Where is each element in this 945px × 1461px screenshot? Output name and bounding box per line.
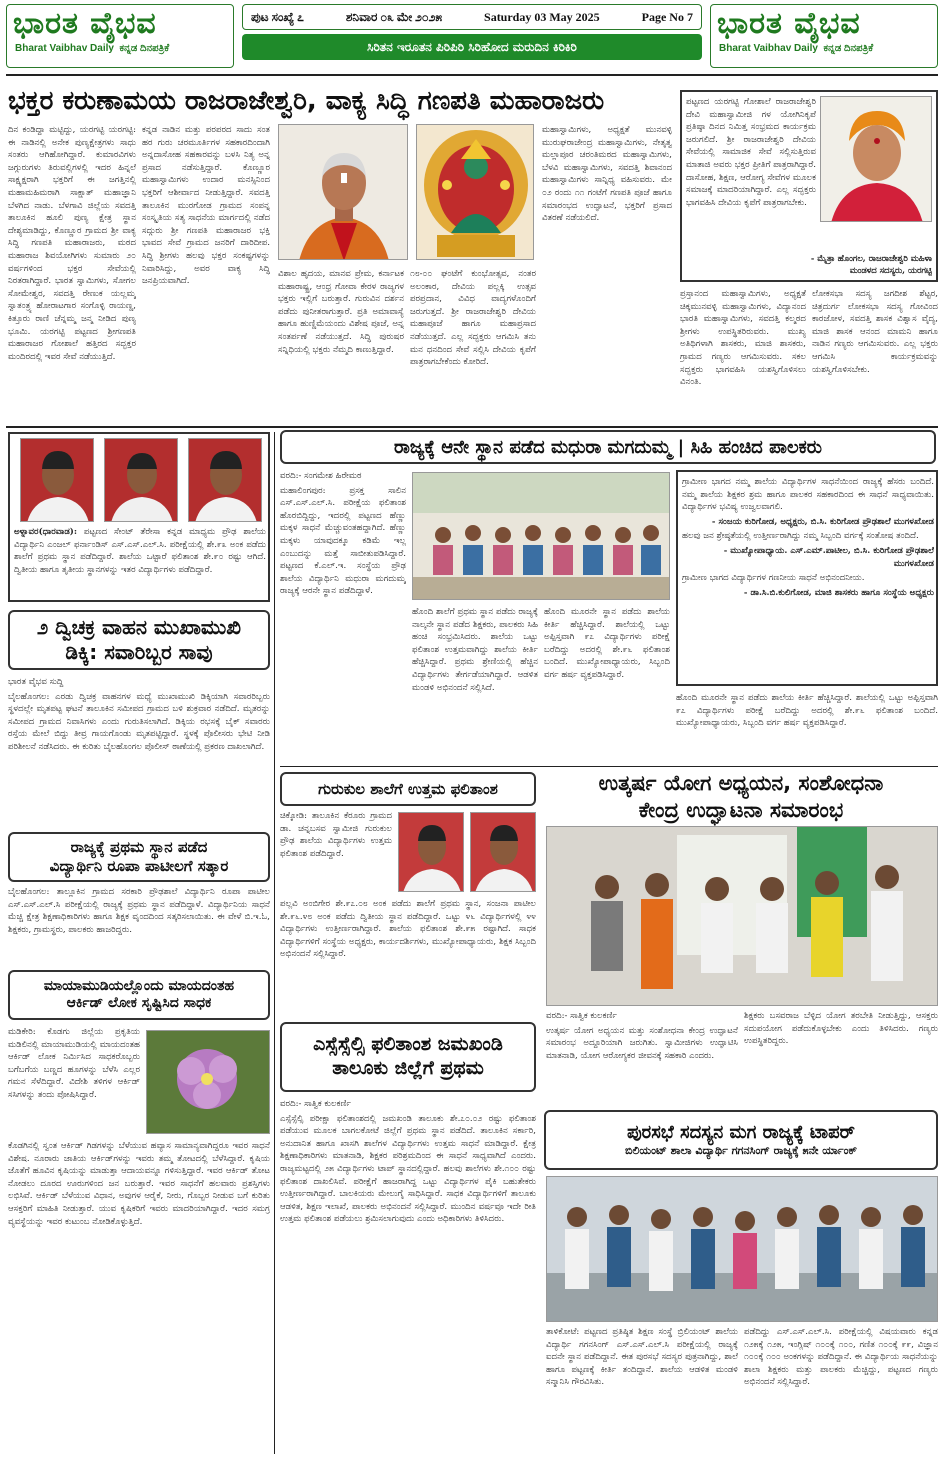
gurukula-headline: ಗುರುಕುಲ ಶಾಲೆಗೆ ಉತ್ತಮ ಫಲಿತಾಂಶ xyxy=(280,772,536,806)
sslc-headline-2: ತಾಲೂಕು ಜಿಲ್ಲೆಗೆ ಪ್ರಥಮ xyxy=(332,1057,484,1079)
main-col-3: ವಿಶಾಲ ಹೃದಯ, ಮಾನವ ಪ್ರೇಮ, ಕರ್ನಾಟಕ ಮಹಾರಾಷ್ಟ್ರ, ಆಂಧ್ರ ಗೋವಾ ಕೇರಳ ರಾಜ್ಯಗಳ ಭಕ್ತರು ಇಲ್ಲಿಗೆ ಬರುತ್ತಾರೆ. ಗುರುವಿನ ದರ್ಶನ ಪಡೆದು ಪುನೀತರಾಗುತ್ತಾರೆ. ಪ್ರತಿ ಅಮಾವಾಸ್ಯೆ ಹಾಗೂ ಹುಣ್ಣಿಮೆಯಂದು ವಿಶೇಷ ಪೂಜೆ, ಅನ್ನ ಸಂತರ್ಪಣೆ ನಡೆಯುತ್ತದೆ. ಸಿದ್ಧಿ ಪುರುಷರ ಸನ್ನಿಧಿಯಲ್ಲಿ ಭಕ್ತರು ನೆಮ್ಮದಿ ಕಾಣುತ್ತಿದ್ದಾರೆ. xyxy=(278,269,404,355)
masthead-right xyxy=(710,4,938,68)
gurukula-photo-1 xyxy=(398,812,464,892)
sslc-headline-1: ಎಸ್ಸೆಸ್ಸೆಲ್ಸಿ ಫಲಿತಾಂಶ ಜಮಖಂಡಿ xyxy=(313,1033,503,1056)
quote-text-3: ಗ್ರಾಮೀಣ ಭಾಗದ ವಿದ್ಯಾರ್ಥಿಗಳ ಗಣನೀಯ ಸಾಧನೆ ಅಭಿನಂದನೀಯ. xyxy=(682,573,865,584)
main-col-4: ೧೮-೦೦ ಘಂಟೆಗೆ ಕುಂಭೋತ್ಸವ, ನಂತರ ಅಲಂಕಾರ, ದೇವಿಯ ಪಲ್ಲಕ್ಕಿ ಉತ್ಸವ ಪರಪ್ರದಾನ, ವಿವಿಧ ವಾದ್ಯಗಳೊಂದಿಗೆ ಜರುಗುತ್ತದೆ. ಶ್ರೀ ರಾಜರಾಜೇಶ್ವರಿ ದೇವಿಯ ಮಹಾಪೂಜೆ ಹಾಗೂ ಮಹಾಪ್ರಸಾದ ನಡೆಯುತ್ತದೆ. ಎಲ್ಲ ಸದ್ಭಕ್ತರು ಆಗಮಿಸಿ ತನು ಮನ ಧನದಿಂದ ಸೇವೆ ಸಲ್ಲಿಸಿ ದೇವಿಯ ಕೃಪೆಗೆ ಪಾತ್ರರಾಗಬೇಕೆಂದು ಕೋರಿದೆ. xyxy=(410,269,536,368)
masthead-title-right: ಭಾರತ ವೈಭವ xyxy=(717,6,861,41)
issue-info-bar xyxy=(242,4,702,30)
quote-signature-2: - ಮುಖ್ಯೋಪಾಧ್ಯಾಯ. ಎಸ್.ಎಮ್.ಪಾಟೀಲ, ಬಿ.ಸಿ. ಕುರಿಗೋಡ ಪ್ರೌಢಶಾಲೆ ಮುಗಳಖೋಡ xyxy=(723,545,934,569)
madhura-col-4: ಹೊಂದಿ ಮೂರನೇ ಸ್ಥಾನ ಪಡೆದು ಶಾಲೆಯ ಕೀರ್ತಿ ಹೆಚ್ಚಿಸಿದ್ದಾರೆ. ಶಾಲೆಯಲ್ಲಿ ಒಟ್ಟು ಅಪ್ಪಿಸ್ತವಾಗಿ ೯೭ ವಿದ್ಯಾರ್ಥಿಗಳು ಪರೀಕ್ಷೆ ಬರೆದಿದ್ದು ಅದರಲ್ಲಿ ಶೇ.೯೬ ಫಲಿತಾಂಶ ಬಂದಿದೆ. ಮುಖ್ಯೋಪಾಧ್ಯಾಯರು, ಸಿಬ್ಬಂದಿ ವರ್ಗ ಹರ್ಷ ವ್ಯಕ್ತಪಡಿಸಿದ್ದಾರೆ. xyxy=(676,693,938,729)
quote-box xyxy=(676,470,938,686)
yoga-headline-2: ಕೇಂದ್ರ ಉದ್ಘಾಟನಾ ಸಮಾರಂಭ xyxy=(638,798,844,823)
students-caption-lead: ಅಳ್ನಾವರ(ಧಾರವಾಡ): xyxy=(14,527,78,537)
main-col-5: ಮಹಾಸ್ವಾಮಿಗಳು, ಅಧ್ಯಕ್ಷತೆ ಮುನವಳ್ಳಿ ಮುರುಘರಾಜೇಂದ್ರ ಮಹಾಸ್ವಾಮಿಗಳು, ನೇತೃತ್ವ ಮಲ್ಲಾಪೂರ ಚರಂತಿಮಠದ ಮಹಾಸ್ವಾಮಿಗಳು, ಬೆಳವಿ ಮಹಾಸ್ವಾಮಿಗಳು, ಸವದತ್ತಿ ಶಿವಾನಂದ ಮಹಾಸ್ವಾಮಿಗಳು ಸಾನ್ನಿಧ್ಯ ವಹಿಸುವರು. ಮೇ ೦೨ ರಂದು ೧೧ ಗಂಟೆಗೆ ಗಣಪತಿ ಪೂಜೆ ಹಾಗೂ ಸಮಾರಂಭದ ಉದ್ಘಾಟನೆ, ಭಕ್ತರಿಗೆ ಪ್ರಸಾದ ವಿತರಣೆ ನಡೆಯಲಿದೆ. xyxy=(542,125,672,224)
issue-number: ಪುಟ ಸಂಖ್ಯೆ ೭ xyxy=(251,9,304,24)
main-col-6: ಪ್ರಸ್ತಾನಂದ ಮಹಾಸ್ವಾಮಿಗಳು, ಅಧ್ಯಕ್ಷತೆ ಚಿಕ್ಕಮುನವಳ್ಳಿ ಮಹಾಸ್ವಾಮಿಗಳು, ವಿದ್ಯಾನಂದ ಭಾರತಿ ಮಹಾಸ್ವಾಮಿಗಳು, ಸವದತ್ತಿ ಕಲ್ಮಠದ ಶ್ರೀಗಳು ಉಪಸ್ಥಿತರಿರುವರು. ಮುಖ್ಯ ಅತಿಥಿಗಳಾಗಿ ಶಾಸಕರು, ಮಾಜಿ ಶಾಸಕರು, ಗ್ರಾಮದ ಗಣ್ಯರು ಆಗಮಿಸುವರು. ಸಕಲ ಸದ್ಭಕ್ತರು ಭಾಗವಹಿಸಿ ಯಶಸ್ವಿಗೊಳಿಸಲು ವಿನಂತಿ. xyxy=(680,289,806,388)
yoga-col-2: ಶಿಕ್ಷಕರು ಬಸವರಾಜ ಬೆಳ್ಳಿದ ಯೋಗ ತರಬೇತಿ ನೀಡುತ್ತಿದ್ದು, ಆಸಕ್ತರು ಸದುಪಯೋಗ ಪಡೆದುಕೊಳ್ಳಬೇಕು ಎಂದು ತಿಳಿಸಿದರು. ಗಣ್ಯರು ಉಪಸ್ಥಿತರಿದ್ದರು. xyxy=(744,1011,938,1047)
madhura-group-photo xyxy=(412,472,670,600)
column-divider xyxy=(274,432,275,1454)
quote-signature-1: - ಸಂಜಯ ಕುರಿಗೋಡ, ಅಧ್ಯಕ್ಷರು, ಬಿ.ಸಿ. ಕುರಿಗೋಡ ಪ್ರೌಢಶಾಲೆ ಮುಗಳಖೋಡ xyxy=(711,516,934,527)
madhura-col-2: ಹೊಂದಿ ಶಾಲೆಗೆ ಪ್ರಥಮ ಸ್ಥಾನ ಪಡೆದು ರಾಜ್ಯಕ್ಕೆ ನಾಲ್ಕನೇ ಸ್ಥಾನ ಪಡೆದ ಶಿಕ್ಷಕರು, ಪಾಲಕರು ಸಿಹಿ ಹಂಚಿ ಸಂಭ್ರಮಿಸಿದರು. ಶಾಲೆಯ ಒಟ್ಟು ಫಲಿತಾಂಶ ಉತ್ತಮವಾಗಿದ್ದು ಶಾಲೆಯ ಕೀರ್ತಿ ಹೆಚ್ಚಿಸಿದ್ದಾರೆ. ಪ್ರಥಮ ಶ್ರೇಣಿಯಲ್ಲಿ ಹೆಚ್ಚಿನ ವಿದ್ಯಾರ್ಥಿಗಳು ತೇರ್ಗಡೆಯಾಗಿದ್ದಾರೆ. ಆಡಳಿತ ಮಂಡಳಿ ಅಭಿನಂದನೆ ಸಲ್ಲಿಸಿದೆ. xyxy=(412,607,538,693)
side-box-text: ಪಟ್ಟಣದ ಯರಗಟ್ಟಿ ಗೋಶಾಲೆ ರಾಜರಾಜೇಶ್ವರಿ ದೇವಿ ಮಹಾಸ್ವಾಮೀಜಿ ಗಳ ಯೋಗಿನಿಕೃಪೆ ಪ್ರತಿಷ್ಠಾ ದಿನದ ನಿಮಿತ್ತ ಸಂಭ್ರಮದ ಕಾರ್ಯಕ್ರಮ ಜರುಗಲಿದೆ. ಶ್ರೀ ರಾಜರಾಜೇಶ್ವರಿ ದೇವಿಯ ಸೇವೆಯಲ್ಲಿ ಸಾಮಾಜಿಕ ಸೇವೆ ಸಲ್ಲಿಸುತ್ತಿರುವ ಮಾತಾಜಿ ಅವರು ಭಕ್ತರ ಪ್ರೀತಿಗೆ ಪಾತ್ರರಾಗಿದ್ದಾರೆ. ದಾಸೋಹ, ಶಿಕ್ಷಣ, ಆರೋಗ್ಯ ಸೇವೆಗಳ ಮೂಲಕ ಸಮಾಜಕ್ಕೆ ಮಾದರಿಯಾಗಿದ್ದಾರೆ. ಎಲ್ಲ ಸದ್ಭಕ್ತರು ಭಾಗವಹಿಸಿ ದೇವಿಯ ಕೃಪೆಗೆ ಪಾತ್ರರಾಗಬೇಕು. xyxy=(686,97,816,208)
section-divider-2 xyxy=(280,766,938,767)
student-photo-2 xyxy=(104,438,178,522)
quote-text-1: ಗ್ರಾಮೀಣ ಭಾಗದ ನಮ್ಮ ಶಾಲೆಯ ವಿದ್ಯಾರ್ಥಿಗಳ ಸಾಧನೆಯಿಂದ ರಾಜ್ಯಕ್ಕೆ ಹೆಸರು ಬಂದಿದೆ. ನಮ್ಮ ಶಾಲೆಯ ಶಿಕ್ಷಕರ ಶ್ರಮ ಹಾಗೂ ಪಾಲಕರ ಸಹಕಾರದಿಂದ ಈ ಸಾಧನೆ ಸಾಧ್ಯವಾಯಿತು. ವಿದ್ಯಾರ್ಥಿಗಳ ಭವಿಷ್ಯ ಉಜ್ವಲವಾಗಲಿ. xyxy=(682,477,934,513)
masthead-title: ಭಾರತ ವೈಭವ xyxy=(13,6,157,41)
quote-signature-3: - ಡಾ.ಸಿ.ಬಿ.ಕುಲಿಗೋಡ, ಮಾಜಿ ಶಾಸಕರು ಹಾಗೂ ಸಂಸ್ಥೆಯ ಅಧ್ಯಕ್ಷರು xyxy=(743,587,934,598)
issue-date-en: Saturday 03 May 2025 xyxy=(484,9,600,24)
accident-headline-box xyxy=(8,610,270,670)
guru-photo xyxy=(278,124,408,260)
quote-text-2: ಹಲವು ಜನ ಶ್ರೇಷ್ಠತೆಯಲ್ಲಿ ಉತ್ತೀರ್ಣರಾಗಿದ್ದು ನಮ್ಮ ಸಿಬ್ಬಂದಿ ವರ್ಗಕ್ಕೆ ಸಂತೋಷ ತಂದಿದೆ. xyxy=(682,531,919,542)
main-headline: ಭಕ್ತರ ಕರುಣಾಮಯ ರಾಜರಾಜೇಶ್ವರಿ, ವಾಕ್ಯ ಸಿದ್ಧಿ ಗಣಪತಿ ಮಹಾರಾಜರು xyxy=(8,86,605,116)
students-box xyxy=(8,432,270,602)
student-photo-1 xyxy=(20,438,94,522)
accident-credit: ಭಾರತ ವೈಭವ ಸುದ್ದಿ xyxy=(8,677,64,687)
issue-date-kn: ಶನಿವಾರ ೦೩ ಮೇ ೨೦೨೫ xyxy=(345,9,443,24)
rupa-headline-1: ರಾಜ್ಯಕ್ಕೆ ಪ್ರಥಮ ಸ್ಥಾನ ಪಡೆದ xyxy=(70,838,208,857)
yoga-event-photo xyxy=(546,826,938,1006)
orchid-headline-2: ಆರ್ಕಿಡ್ ಲೋಕ ಸೃಷ್ಟಿಸಿದ ಸಾಧಕ xyxy=(66,995,212,1011)
gurukula-photo-2 xyxy=(470,812,536,892)
orchid-headline-box xyxy=(8,970,270,1020)
yoga-col-1: ಉತ್ಕರ್ಷ ಯೋಗ ಅಧ್ಯಯನ ಮತ್ತು ಸಂಶೋಧನಾ ಕೇಂದ್ರ ಉದ್ಘಾಟನೆ ಸಮಾರಂಭ ಅದ್ದೂರಿಯಾಗಿ ಜರುಗಿತು. ಸ್ವಾಮೀಜಿಗಳು ಉದ್ಘಾಟಿಸಿ ಮಾತನಾಡಿ, ಯೋಗ ಆರೋಗ್ಯಕರ ಜೀವನಕ್ಕೆ ಸಹಕಾರಿ ಎಂದರು. xyxy=(546,1025,738,1061)
rupa-body: ಬೈಲಹೊಂಗಲ: ತಾಲ್ಲೂಕಿನ ಗ್ರಾಮದ ಸರಕಾರಿ ಪ್ರೌಢಶಾಲೆ ವಿದ್ಯಾರ್ಥಿನಿ ರೂಪಾ ಪಾಟೀಲ ಎಸ್.ಎಸ್.ಎಲ್.ಸಿ ಪರೀಕ್ಷೆಯಲ್ಲಿ ರಾಜ್ಯಕ್ಕೆ ಪ್ರಥಮ ಸ್ಥಾನ ಪಡೆದಿದ್ದಾಳೆ. ವಿದ್ಯಾರ್ಥಿನಿಯ ಸಾಧನೆ ಮೆಚ್ಚಿ ಕ್ಷೇತ್ರ ಶಿಕ್ಷಣಾಧಿಕಾರಿಗಳು ಹಾಗೂ ಶಿಕ್ಷಕ ವೃಂದದಿಂದ ಸತ್ಕರಿಸಲಾಯಿತು. ಈ ವೇಳೆ ಬಿ.ಇ.ಓ, ಶಿಕ್ಷಕರು, ಗ್ರಾಮಸ್ಥರು, ಪಾಲಕರು ಹಾಜರಿದ್ದರು. xyxy=(8,887,270,935)
rupa-headline-box xyxy=(8,832,270,882)
masthead-subtitle-kn: ಕನ್ನಡ ದಿನಪತ್ರಿಕೆ xyxy=(119,43,170,54)
yoga-credit: ವರದಿ:- ಸಾತ್ವಿಕ ಕುಲಕರ್ಣಿ xyxy=(546,1011,618,1021)
gurukula-body-top: ಚಿಕ್ಕೋಡಿ: ತಾಲೂಕಿನ ಕೆರೂರು ಗ್ರಾಮದ ಡಾ. ಚನ್ನಬಸವ ಸ್ವಾಮೀಜಿ ಗುರುಕುಲ ಪ್ರೌಢ ಶಾಲೆಯ ವಿದ್ಯಾರ್ಥಿಗಳು ಉತ್ತಮ ಫಲಿತಾಂಶ ಪಡೆದಿದ್ದಾರೆ. xyxy=(280,811,392,859)
topper-headline: ಪುರಸಭೆ ಸದಸ್ಯನ ಮಗ ರಾಜ್ಯಕ್ಕೆ ಟಾಪರ್ xyxy=(627,1121,855,1143)
main-col-7: ಲೋಕಸಭಾ ಸದಸ್ಯ ಜಗದೀಶ ಶೆಟ್ಟರ, ಚಿತ್ರದುರ್ಗ ಲೋಕಸಭಾ ಸದಸ್ಯ ಗೋವಿಂದ ಕಾರಜೋಳ, ಸವದತ್ತಿ ಶಾಸಕ ವಿಶ್ವಾಸ ವೈದ್ಯ, ಮಾಜಿ ಶಾಸಕ ಆನಂದ ಮಾಮನಿ ಹಾಗೂ ನಾಡಿನ ಗಣ್ಯರು ಆಗಮಿಸುವರು. ಎಲ್ಲ ಭಕ್ತರು ಆಗಮಿಸಿ ಕಾರ್ಯಕ್ರಮವನ್ನು ಯಶಸ್ವಿಗೊಳಿಸಬೇಕು. xyxy=(812,289,938,375)
masthead-subtitle: Bharat Vaibhav Daily xyxy=(15,43,114,54)
masthead-divider xyxy=(6,74,938,76)
orchid-headline-1: ಮಾಯಾಮುಡಿಯಲ್ಲೊಂದು ಮಾಯದಂತಹ xyxy=(43,977,235,994)
student-photo-3 xyxy=(188,438,262,522)
masthead-subtitle-right: Bharat Vaibhav Daily xyxy=(719,43,818,54)
madhura-col-3: ಹೊಂದಿ ಮೂರನೇ ಸ್ಥಾನ ಪಡೆದು ಶಾಲೆಯ ಕೀರ್ತಿ ಹೆಚ್ಚಿಸಿದ್ದಾರೆ. ಶಾಲೆಯಲ್ಲಿ ಒಟ್ಟು ಅಪ್ಪಿಸ್ತವಾಗಿ ೯೭ ವಿದ್ಯಾರ್ಥಿಗಳು ಪರೀಕ್ಷೆ ಬರೆದಿದ್ದು ಅದರಲ್ಲಿ ಶೇ.೯೬ ಫಲಿತಾಂಶ ಬಂದಿದೆ. ಮುಖ್ಯೋಪಾಧ್ಯಾಯರು, ಸಿಬ್ಬಂದಿ ವರ್ಗ ಹರ್ಷ ವ್ಯಕ್ತಪಡಿಸಿದ್ದಾರೆ. xyxy=(544,607,670,680)
side-box-credit-org: ಮಂಡಳದ ಸದಸ್ಯರು, ಯರಗಟ್ಟಿ xyxy=(849,265,932,275)
madhura-headline: ರಾಜ್ಯಕ್ಕೆ ಆನೇ ಸ್ಥಾನ ಪಡೆದ ಮಧುರಾ ಮಗದುಮ್ಮ | ಸಿಹಿ ಹಂಚಿದ ಪಾಲಕರು xyxy=(280,430,936,464)
orchid-body-top: ಮಡಿಕೇರಿ: ಕೊಡಗು ಜಿಲ್ಲೆಯ ಪ್ರಕೃತಿಯ ಮಡಿಲಿನಲ್ಲಿ ಮಾಯಾಮುಡಿಯಲ್ಲಿ ಮಾಯದಂತಹ ಆರ್ಕಿಡ್ ಲೋಕ ನಿರ್ಮಿಸಿದ ಸಾಧಕರೊಬ್ಬರು ಬಗೆಬಗೆಯ ಬಣ್ಣದ ಹೂಗಳನ್ನು ಬೆಳೆಸಿ ಎಲ್ಲರ ಗಮನ ಸೆಳೆದಿದ್ದಾರೆ. ವಿದೇಶಿ ತಳಿಗಳ ಆರ್ಕಿಡ್ ಸಸಿಗಳನ್ನು ತಂದು ಪೋಷಿಸಿದ್ದಾರೆ. xyxy=(8,1027,140,1100)
students-caption: ಪಟ್ಟಣದ ಸೇಂಟ್ ತೆರೇಸಾ ಕನ್ನಡ ಮಾಧ್ಯಮ ಪ್ರೌಢ ಶಾಲೆಯ ವಿದ್ಯಾರ್ಥಿನಿ ಎಂಜಲ್ ಫರ್ನಾಂಡಿಸ್ ಎಸ್.ಎಸ್.ಎಲ್.ಸಿ. ಪರೀಕ್ಷೆಯಲ್ಲಿ ಶೇ.೯೩ ಅಂಕ ಪಡೆದು ಶಾಲೆಗೆ ಪ್ರಥಮ ಸ್ಥಾನ ಪಡೆದಿದ್ದಾರೆ. ಶಾಲೆಯ ಒಟ್ಟಾರೆ ಫಲಿತಾಂಶ ಶೇ.೯೦ ರಷ್ಟು ಆಗಿದೆ. ದ್ವಿತೀಯ ಹಾಗೂ ತೃತೀಯ ಸ್ಥಾನಗಳನ್ನು ಇತರ ವಿದ್ಯಾರ್ಥಿಗಳು ಪಡೆದಿದ್ದಾರೆ. xyxy=(14,527,266,575)
yoga-headline xyxy=(544,770,938,825)
gurukula-body: ಪಲ್ಲವಿ ಅಂಬಿಗೇರ ಶೇ.೯೭.೦೮ ಅಂಕ ಪಡೆದು ಶಾಲೆಗೆ ಪ್ರಥಮ ಸ್ಥಾನ, ಸಂಜನಾ ಪಾಟೀಲ ಶೇ.೯೬.೪೮ ಅಂಕ ಪಡೆದು ದ್ವಿತೀಯ ಸ್ಥಾನ ಪಡೆದಿದ್ದಾರೆ. ಒಟ್ಟು ೪೬ ವಿದ್ಯಾರ್ಥಿಗಳಲ್ಲಿ ೪೪ ವಿದ್ಯಾರ್ಥಿಗಳು ಉತ್ತೀರ್ಣರಾಗಿದ್ದಾರೆ. ಶಾಲೆಯ ಫಲಿತಾಂಶ ಶೇ.೯೫ ರಷ್ಟಾಗಿದೆ. ಸಾಧಕ ವಿದ್ಯಾರ್ಥಿಗಳಿಗೆ ಸಂಸ್ಥೆಯ ಅಧ್ಯಕ್ಷರು, ಕಾರ್ಯದರ್ಶಿಗಳು, ಮುಖ್ಯೋಪಾಧ್ಯಾಯರು, ಶಿಕ್ಷಕ ಸಿಬ್ಬಂದಿ ಅಭಿನಂದನೆ ಸಲ್ಲಿಸಿದ್ದಾರೆ. xyxy=(280,899,536,960)
orchid-body: ಕೊಡಗಿನಲ್ಲಿ ಸ್ವಂತ ಆರ್ಕಿಡ್ ಗಿಡಗಳನ್ನು ಬೆಳೆಯುವ ಹವ್ಯಾಸ ಸಾಮಾನ್ಯವಾಗಿದ್ದರೂ ಇವರ ಸಾಧನೆ ವಿಶೇಷ. ನೂರಾರು ಜಾತಿಯ ಆರ್ಕಿಡ್‌ಗಳನ್ನು ಇವರು ತಮ್ಮ ತೋಟದಲ್ಲಿ ಬೆಳೆಸಿದ್ದಾರೆ. ಕೃಷಿಯ ಜೊತೆಗೆ ಹೂವಿನ ಕೃಷಿಯನ್ನು ಮಾಡುತ್ತಾ ಆದಾಯವನ್ನೂ ಗಳಿಸುತ್ತಿದ್ದಾರೆ. ಇವರ ಆರ್ಕಿಡ್ ತೋಟ ನೋಡಲು ದೂರದ ಊರುಗಳಿಂದ ಜನ ಬರುತ್ತಾರೆ. ಇವರ ಸಾಧನೆಗೆ ಹಲವಾರು ಪ್ರಶಸ್ತಿಗಳು ಲಭಿಸಿವೆ. ಆರ್ಕಿಡ್ ಬೆಳೆಯುವ ವಿಧಾನ, ಅವುಗಳ ಆರೈಕೆ, ನೀರು, ಗೊಬ್ಬರ ನೀಡುವ ಬಗೆ ಕುರಿತು ಆಸಕ್ತರಿಗೆ ಮಾಹಿತಿ ನೀಡುತ್ತಾರೆ. ಯುವ ಕೃಷಿಕರಿಗೆ ಇವರು ಮಾದರಿಯಾಗಿದ್ದಾರೆ. ಇದರ ಸಮಗ್ರ ವ್ಯವಸ್ಥೆಯನ್ನು ಇವರ ಕುಟುಂಬ ನೋಡಿಕೊಳ್ಳುತ್ತಿದೆ. xyxy=(8,1141,270,1227)
masthead-subtitle-kn-right: ಕನ್ನಡ ದಿನಪತ್ರಿಕೆ xyxy=(823,43,874,54)
sslc-headline-box xyxy=(280,1022,536,1092)
goddess-photo xyxy=(416,124,534,260)
topper-headline-box xyxy=(544,1110,938,1170)
topper-col-1: ತಾಳಿಕೋಟೆ: ಪಟ್ಟಣದ ಪ್ರತಿಷ್ಠಿತ ಶಿಕ್ಷಣ ಸಂಸ್ಥೆ ಬ್ರಿಲಿಯಂಟ್ ಶಾಲೆಯ ವಿದ್ಯಾರ್ಥಿ ಗಗನಸಿಂಗ್ ಎಸ್.ಎಸ್.ಎಲ್.ಸಿ ಪರೀಕ್ಷೆಯಲ್ಲಿ ರಾಜ್ಯಕ್ಕೆ ಐದನೇ ಸ್ಥಾನ ಪಡೆದಿದ್ದಾನೆ. ಈತ ಪುರಸಭೆ ಸದಸ್ಯರ ಪುತ್ರನಾಗಿದ್ದು, ಶಾಲೆ ಹಾಗೂ ಪಟ್ಟಣಕ್ಕೆ ಕೀರ್ತಿ ತಂದಿದ್ದಾನೆ. ಶಾಲೆಯ ಆಡಳಿತ ಮಂಡಳಿ ಸನ್ಮಾನಿಸಿ ಗೌರವಿಸಿತು. xyxy=(546,1327,738,1388)
topper-subhead: ಬಿಲಿಯಂಟ್ ಶಾಲಾ ವಿದ್ಯಾರ್ಥಿ ಗಗನಸಿಂಗ್ ರಾಜ್ಯಕ್ಕೆ ೫ನೇ ರ್ಯಾಂಕ್ xyxy=(624,1144,858,1158)
main-col-1: ದಿನ ಕಂಡಿದ್ದಾ ಮಟ್ಟಿದ್ದು, ಯರಗಟ್ಟಿ ಯರಗಟ್ಟಿ: ಈ ನಾಡಿನಲ್ಲಿ ಅನೇಕ ಪುಣ್ಯಕ್ಷೇತ್ರಗಳು ಸಾಧು ಸಂತರು ಆಗಿಹೋಗಿದ್ದಾರೆ. ಕುಮಾರವಿಗಳು ಜಗ್ಗುರುಗಳು ತಿರುವಲ್ಲಿಗಳಲ್ಲಿ ಇದರ ಹಿನ್ನಲೆ ಸಾಕ್ಷ್ಯಕ್ಷರಾಗಿ ಭಕ್ತರಿಗೆ ಈ ಜಗತ್ತಿನಲ್ಲಿ ಮಹಾಮಹಿಮರಾಗಿ ಸಾಕ್ಷಾತ್ ಮಹಾಜ್ಞಾನಿ ಬೆಳಗಿದ ನಾಡು. ಬೆಳಗಾವಿ ಜಿಲ್ಲೆಯ ಸವದತ್ತಿ ತಾಲೂಕಿನ ಹೂಲಿ ಪುಣ್ಯ ಕ್ಷೇತ್ರ ಸ್ಥಾನ ದೇಶ್ಯಮಾಡಿದ್ದು, ಕೊಣ್ಣೂರ ಗ್ರಾಮದ ಶ್ರೀ ವಾಕ್ಯ ಸಿದ್ಧಿ ಗಣಪತಿ ಮಹಾರಾಜರು, ಮಠದ ಮಹಾರಾಜ ಶಿವಯೋಗಿಗಳು ಸುಮಾರು ೨೦ ವರ್ಷಗಳಿಂದ ಭಕ್ತರ ಸೇವೆಯಲ್ಲಿ ನಿರತರಾಗಿದ್ದಾರೆ. ಭಾರತ ಸ್ವಾಮಿಗಳು, ಸೋಗಲ ಸೋಮೇಶ್ವರ, ಸವದತ್ತಿ ರೇಣುಕ ಯಲ್ಲಮ್ಮ ಸ್ವಾತಂತ್ರ್ಯ ಹೋರಾಟಗಾರ ಸಂಗೊಳ್ಳಿ ರಾಯಣ್ಣ, ಕಿತ್ತೂರು ರಾಣಿ ಚೆನ್ನಮ್ಮ ಜನ್ಮ ನೀಡಿದ ಪುಣ್ಯ ಭೂಮಿ. ಯರಗಟ್ಟಿ ಪಟ್ಟಣದ ಶ್ರೀಗಣಪತಿ ಮಹಾರಾಜರ ಗೋಶಾಲೆ ಹತ್ತಿರದ ಸದ್ಭಕ್ತರ ಮಂದಿರದಲ್ಲಿ ಇವರ ಸೇವೆ ನಡೆಯುತ್ತಿದೆ. xyxy=(8,125,136,362)
side-box xyxy=(680,90,938,282)
masthead-left xyxy=(6,4,234,68)
tagline-bar: ಸಿರಿತನ ಇರೂತನ ಪಿರಿಪಿರಿ ಸಿರಿಹೋದ ಮರುದಿನ ಕಿರಿಕಿರಿ xyxy=(242,34,702,60)
accident-body: ಬೈಲಹೊಂಗಲ: ಎರಡು ದ್ವಿಚಕ್ರ ವಾಹನಗಳ ಮಧ್ಯೆ ಮುಖಾಮುಖಿ ಡಿಕ್ಕಿಯಾಗಿ ಸವಾರರಿಬ್ಬರು ಸ್ಥಳದಲ್ಲೇ ಮೃತಪಟ್ಟ ಘಟನೆ ತಾಲೂಕಿನ ಸಮೀಪದ ಗ್ರಾಮದ ಬಳಿ ಶುಕ್ರವಾರ ನಡೆದಿದೆ. ಮೃತರನ್ನು ಸಮೀಪದ ಗ್ರಾಮದ ನಿವಾಸಿಗಳು ಎಂದು ಗುರುತಿಸಲಾಗಿದೆ. ಡಿಕ್ಕಿಯ ರಭಸಕ್ಕೆ ಬೈಕ್ ಸವಾರರು ರಸ್ತೆಯ ಮೇಲೆ ಬಿದ್ದು ತೀವ್ರ ಗಾಯಗೊಂಡು ಮೃತಪಟ್ಟಿದ್ದಾರೆ. ಸ್ಥಳಕ್ಕೆ ಪೊಲೀಸರು ಭೇಟಿ ನೀಡಿ ಪರಿಶೀಲನೆ ನಡೆಸಿದರು. ಈ ಕುರಿತು ಬೈಲಹೊಂಗಲ ಪೊಲೀಸ್ ಠಾಣೆಯಲ್ಲಿ ಪ್ರಕರಣ ದಾಖಲಾಗಿದೆ. xyxy=(8,691,270,752)
madhura-credit: ವರದಿ:- ಸಂಗಮೇಶ ಹಿರೇಮಠ xyxy=(280,471,362,481)
topper-felicitation-photo xyxy=(546,1176,938,1322)
accident-headline-2: ಡಿಕ್ಕಿ: ಸವಾರಿಬ್ಬರ ಸಾವು xyxy=(65,640,213,664)
yoga-headline-1: ಉತ್ಕರ್ಷ ಯೋಗ ಅಧ್ಯಯನ, ಸಂಶೋಧನಾ xyxy=(598,771,884,795)
mataji-photo xyxy=(820,96,932,222)
page-number: Page No 7 xyxy=(641,9,693,24)
side-box-credit-name: - ಮೈತ್ರಾ ಹೊಂಗಲ, ರಾಜರಾಜೇಶ್ವರಿ ಮಹಿಳಾ xyxy=(810,253,932,263)
rupa-headline-2: ವಿದ್ಯಾರ್ಥಿನಿ ರೂಪಾ ಪಾಟೀಲಗೆ ಸತ್ಕಾರ xyxy=(49,857,229,875)
sslc-body: ಎಸ್ಸೆಸ್ಸೆಲ್ಸಿ ಪರೀಕ್ಷಾ ಫಲಿತಾಂಶದಲ್ಲಿ ಜಮಖಂಡಿ ತಾಲೂಕು ಶೇ.೭೦.೦೨ ರಷ್ಟು ಫಲಿತಾಂಶ ಪಡೆಯುವ ಮೂಲಕ ಬಾಗಲಕೋಟೆ ಜಿಲ್ಲೆಗೆ ಪ್ರಥಮ ಸ್ಥಾನ ಪಡೆದಿದೆ. ತಾಲೂಕಿನ ಸರ್ಕಾರಿ, ಅನುದಾನಿತ ಹಾಗೂ ಖಾಸಗಿ ಶಾಲೆಗಳ ವಿದ್ಯಾರ್ಥಿಗಳು ಉತ್ತಮ ಸಾಧನೆ ಮಾಡಿದ್ದಾರೆ. ಕ್ಷೇತ್ರ ಶಿಕ್ಷಣಾಧಿಕಾರಿಗಳು ಮಾತನಾಡಿ, ಶಿಕ್ಷಕರ ಪರಿಶ್ರಮದಿಂದ ಈ ಸಾಧನೆ ಸಾಧ್ಯವಾಗಿದೆ ಎಂದರು. ರಾಜ್ಯಮಟ್ಟದಲ್ಲಿ ೨೫ ವಿದ್ಯಾರ್ಥಿಗಳು ಟಾಪ್ ಸ್ಥಾನದಲ್ಲಿದ್ದಾರೆ. ಹಲವು ಶಾಲೆಗಳು ಶೇ.೧೦೦ ರಷ್ಟು ಫಲಿತಾಂಶ ದಾಖಲಿಸಿವೆ. ಪರೀಕ್ಷೆಗೆ ಹಾಜರಾಗಿದ್ದ ಒಟ್ಟು ವಿದ್ಯಾರ್ಥಿಗಳ ಪೈಕಿ ಬಹುತೇಕರು ಉತ್ತೀರ್ಣರಾಗಿದ್ದಾರೆ. ಬಾಲಕಿಯರು ಮೇಲುಗೈ ಸಾಧಿಸಿದ್ದಾರೆ. ಸಾಧಕ ವಿದ್ಯಾರ್ಥಿಗಳಿಗೆ ತಾಲೂಕು ಆಡಳಿತ, ಶಿಕ್ಷಣ ಇಲಾಖೆ, ಪಾಲಕರು ಅಭಿನಂದನೆ ಸಲ್ಲಿಸಿದ್ದಾರೆ. ಮುಂದಿನ ವರ್ಷವೂ ಇದೇ ರೀತಿ ಉತ್ತಮ ಫಲಿತಾಂಶ ಪಡೆಯಲು ಶ್ರಮಿಸಲಾಗುವುದು ಎಂದು ಅಧಿಕಾರಿಗಳು ತಿಳಿಸಿದರು. xyxy=(280,1113,536,1225)
section-divider-1 xyxy=(6,426,938,428)
accident-headline-1: ೨ ದ್ವಿಚಕ್ರ ವಾಹನ ಮುಖಾಮುಖಿ xyxy=(36,615,242,639)
sslc-credit: ವರದಿ:- ಸಾತ್ವಿಕ ಕುಲಕರ್ಣಿ xyxy=(280,1099,352,1109)
topper-col-2: ಪಡೆದಿದ್ದು ಎಸ್.ಎಸ್.ಎಲ್.ಸಿ. ಪರೀಕ್ಷೆಯಲ್ಲಿ ವಿಷಯವಾರು ಕನ್ನಡ ೧೨೫ಕ್ಕೆ ೧೨೫, ಇಂಗ್ಲಿಷ್ ೧೦೦ಕ್ಕೆ ೧೦೦, ಗಣಿತ ೧೦೦ಕ್ಕೆ ೯೯, ವಿಜ್ಞಾನ ೧೦೦ಕ್ಕೆ ೧೦೦ ಅಂಕಗಳನ್ನು ಪಡೆದಿದ್ದಾನೆ. ಈ ವಿದ್ಯಾರ್ಥಿಯ ಸಾಧನೆಯನ್ನು ಶಾಲಾ ಶಿಕ್ಷಕರು ಮತ್ತು ಪಾಲಕರು ಮೆಚ್ಚಿದ್ದು, ಪಟ್ಟಣದ ಗಣ್ಯರು ಅಭಿನಂದನೆ ಸಲ್ಲಿಸಿದ್ದಾರೆ. xyxy=(744,1327,938,1388)
orchid-photo xyxy=(146,1030,270,1134)
madhura-col-1: ಮಹಾಲಿಂಗಪುರ: ಪ್ರಸಕ್ತ ಸಾಲಿನ ಎಸ್.ಎಸ್.ಎಲ್.ಸಿ. ಪರೀಕ್ಷೆಯ ಫಲಿತಾಂಶ ಹೊರಬಿದ್ದಿದ್ದು, ಇದರಲ್ಲಿ ಪಟ್ಟಣದ ಹೆಣ್ಣು ಮಕ್ಕಳ ಸಾಧನೆ ಮೆಚ್ಚುವಂತಹದ್ದಾಗಿದೆ. ಹೆಣ್ಣು ಮಕ್ಕಳು ಯಾವುದಕ್ಕೂ ಕಡಿಮೆ ಇಲ್ಲ ಎಂಬುದನ್ನು ಮತ್ತೆ ಸಾಬೀತುಪಡಿಸಿದ್ದಾರೆ. ಪಟ್ಟಣದ ಕೆ.ಎಲ್.ಇ. ಸಂಸ್ಥೆಯ ಪ್ರೌಢ ಶಾಲೆಯ ವಿದ್ಯಾರ್ಥಿನಿ ಮಧುರಾ ಮಗದುಮ್ಮ ರಾಜ್ಯಕ್ಕೆ ಆರನೇ ಸ್ಥಾನ ಪಡೆದಿದ್ದಾಳೆ. xyxy=(280,485,406,597)
main-col-2: ಕನ್ನಡ ನಾಡಿನ ಮತ್ತು ಪರಪರದ ಸಾದು ಸಂತ ಹರ ಗುರು ಚರಮೂರ್ತಿಗಳ ಸಹಕಾರದಿಂದಾಗಿ ಅನ್ನದಾಸೋಹ ಸಹಕಾರವನ್ನು ಬಳಸಿ ನಿತ್ಯ ಅನ್ನ ಪ್ರಸಾದ ನಡೆಸುತ್ತಿದ್ದಾರೆ. ಕೊಣ್ಣೂರ ಮಹಾಸ್ವಾಮಿಗಳು ಉದಾರ ಮನಸ್ಸಿನಿಂದ ಭಕ್ತರಿಗೆ ಆಶೀರ್ವಾದ ನೀಡುತ್ತಿದ್ದಾರೆ. ಸವದತ್ತಿ ತಾಲೂಕಿನ ಮುರಗೋಡ ಗ್ರಾಮದ ಸಂಪನ್ನ ಸಂಸ್ಕೃತಿಯ ಸತ್ಯ ಸಾಧನೆಯ ಮಾರ್ಗದಲ್ಲಿ ನಡೆದ ಸದ್ಗುರು ಶ್ರೀ ಗಣಪತಿ ಮಹಾರಾಜರ ಭಕ್ತಿ ಭಾವದ ಸೇವೆ ಗ್ರಾಮದ ಜನರಿಗೆ ದಾರಿದೀಪ. ಸಿದ್ಧಿ ಶ್ರೀಗಳು ಹಲವು ಭಕ್ತರ ಸಂಕಷ್ಟಗಳನ್ನು ನಿವಾರಿಸಿದ್ದು, ಅವರ ವಾಕ್ಯ ಸಿದ್ಧಿ ಜನಪ್ರಿಯವಾಗಿದೆ. xyxy=(142,125,270,287)
